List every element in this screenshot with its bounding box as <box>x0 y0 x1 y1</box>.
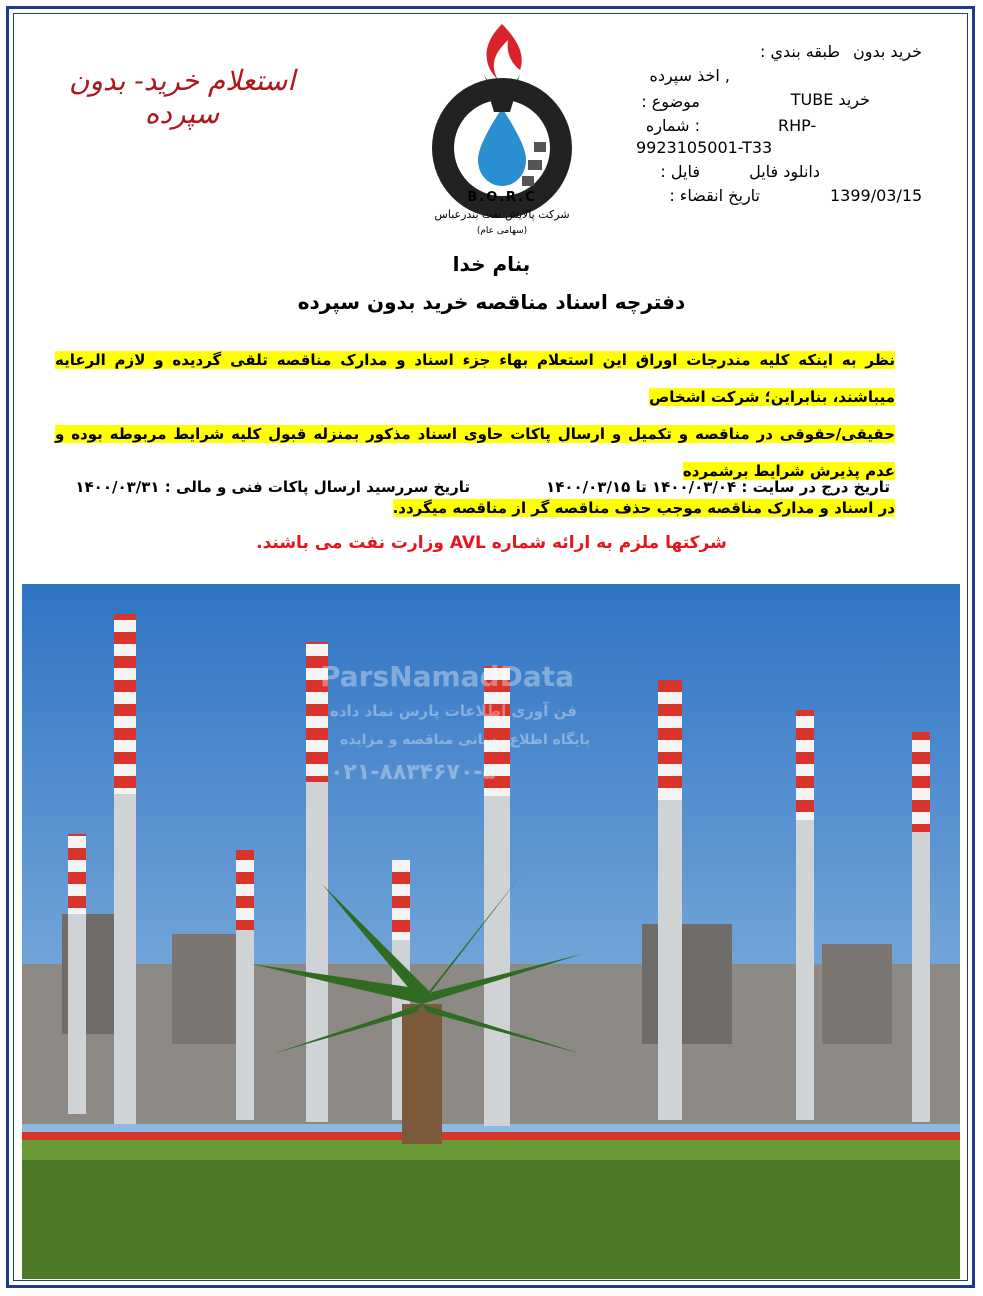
notice-line-3: در اسناد و مدارک مناقصه موجب حذف مناقصه گر از مناقصه میگردد. <box>392 499 895 517</box>
number-value-2: 9923105001-T33 <box>636 138 773 157</box>
expiry-value: 1399/03/15 <box>830 186 923 205</box>
download-label[interactable]: دانلود فايل <box>749 162 820 181</box>
page-title-bismillah: بنام خدا <box>452 252 531 276</box>
logo-company-name: شرکت پالایش نفت بندرعباس <box>434 208 570 221</box>
deadline-date: تاریخ سررسید ارسال پاکات فنی و مالی : ۱۴۰۰/۰۳/۳۱ <box>75 478 470 496</box>
notice-line-1: نظر به اینکه کلیه مندرجات اوراق این استعلام بهاء جزء اسناد و مدارک مناقصه تلقی گردیده و لازم الرعایه میباشند، بنابراین؛ شرکت اشخاص <box>55 351 895 406</box>
file-label: فايل : <box>660 162 700 181</box>
number-label: : شماره <box>645 116 700 135</box>
handwritten-title: استعلام خرید- بدون سپرده <box>68 64 296 130</box>
watermark-tagline: فن آوری اطلاعات پارس نماد داده <box>330 702 577 720</box>
watermark-sub: پایگاه اطلاع رسانی مناقصه و مزایده <box>340 732 591 748</box>
watermark-brand: ParsNamadData <box>320 660 574 693</box>
page-title: دفترچه اسناد مناقصه خرید بدون سپرده <box>297 290 686 314</box>
category-label: طبقه بندي : <box>760 42 840 61</box>
logo-sub: (سهامی عام) <box>476 226 528 236</box>
category-value: خريد بدون <box>853 42 922 61</box>
notice-line-2: حقیقی/حقوقی در مناقصه و تکمیل و ارسال پاکات حاوی اسناد مذکور بمنزله قبول کلیه شرایط مربوطه بوده و عدم پذیرش شرایط برشمرده <box>55 425 895 480</box>
subject-value: خرید TUBE <box>790 90 870 109</box>
avl-requirement: شرکتها ملزم به ارائه شماره AVL وزارت نفت می باشند. <box>256 533 727 553</box>
meta-block <box>630 42 930 212</box>
watermark-phone: ۰۲۱-۸۸۳۴۶۷۰-۵ <box>330 760 496 785</box>
expiry-label: تاريخ انقضاء : <box>669 186 760 205</box>
subject-label: موضوع : <box>641 92 700 111</box>
company-logo <box>418 20 586 248</box>
publish-date: تاریخ درج در سایت : ۱۴۰۰/۰۳/۰۴ تا ۱۴۰۰/۰۳/۱۵ <box>546 478 890 496</box>
logo-letters: B.O.R.C <box>467 190 537 205</box>
number-value: RHP- <box>778 116 817 135</box>
watermark <box>300 470 700 830</box>
category-value-2: , اخذ سپرده <box>649 66 730 85</box>
